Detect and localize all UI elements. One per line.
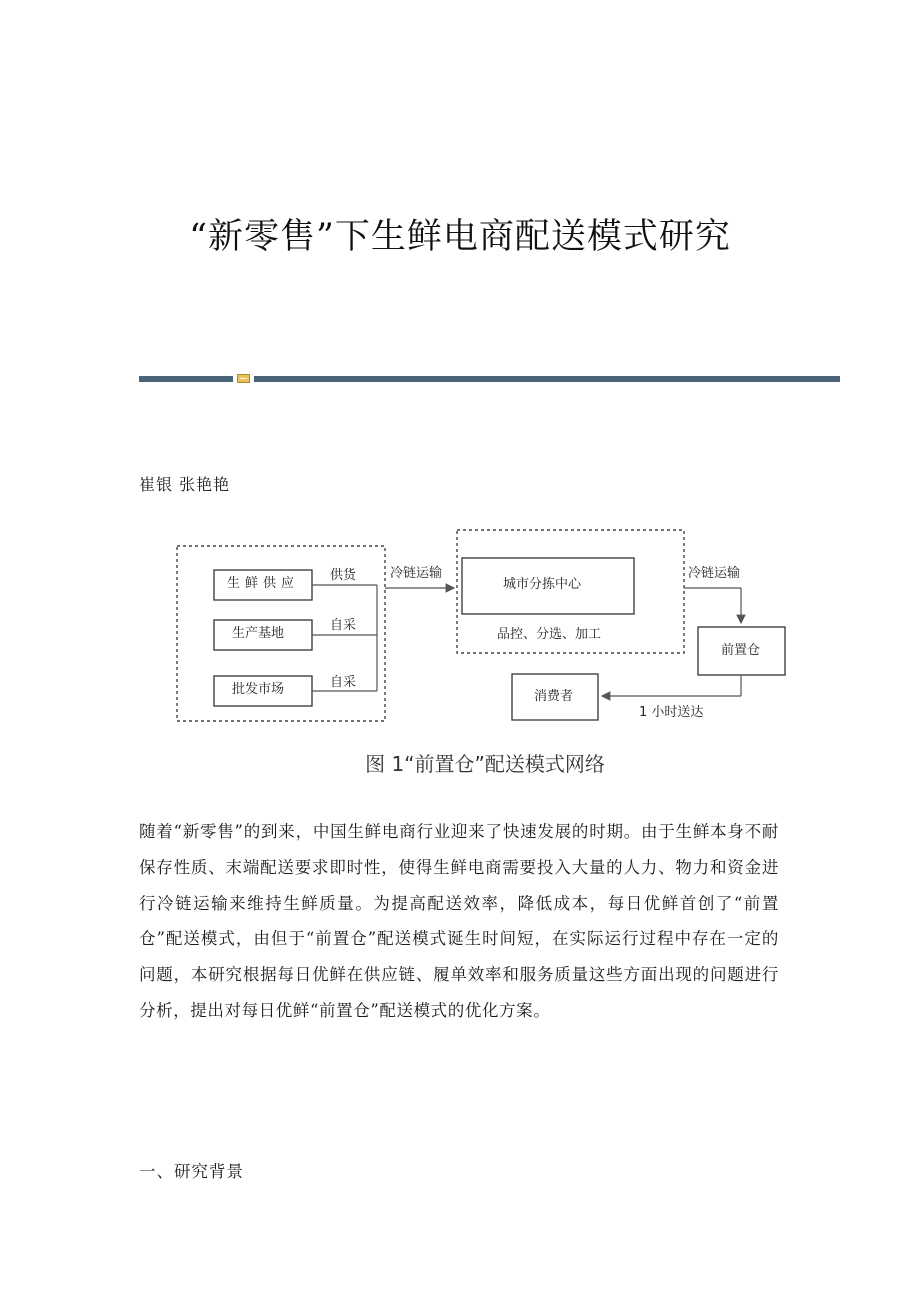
distribution-network-figure <box>170 522 800 792</box>
divider-bar-left <box>139 376 233 382</box>
source-label-production-base: 生产基地 <box>232 626 285 641</box>
edge-label-self-purchase-2: 自采 <box>330 675 357 690</box>
edge-label-supply: 供货 <box>330 568 357 583</box>
figure-caption: 图 1“前置仓”配送模式网络 <box>365 752 605 776</box>
sorting-functions-label: 品控、分选、加工 <box>497 627 602 642</box>
front-warehouse-label: 前置仓 <box>721 643 761 658</box>
body-paragraph: 随着“新零售”的到来，中国生鲜电商行业迎来了快速发展的时期。由于生鲜本身不耐保存性质、末端配送要求即时性，使得生鲜电商需要投入大量的人力、物力和资金进行冷链运输来维持生鲜质量。为提高配送效率，降低成本，每日优鲜首创了“前置仓”配送模式，由但于“前置仓”配送模式诞生时间短，在实际运行过程中存在一定的问题，本研究根据每日优鲜在供应链、履单效率和服务质量这些方面出现的问题进行分析，提出对每日优鲜“前置仓”配送模式的优化方案。 <box>139 822 779 1020</box>
section-heading: 一、研究背景 <box>139 1162 244 1181</box>
divider-ornament-icon <box>237 374 250 383</box>
source-label-wholesale-market: 批发市场 <box>232 682 285 697</box>
edge-label-self-purchase-1: 自采 <box>330 618 357 633</box>
source-label-fresh-supply: 生鲜供应 <box>227 576 300 591</box>
authors: 崔银 张艳艳 <box>139 475 231 494</box>
title-divider <box>139 374 840 383</box>
divider-bar-right <box>254 376 840 382</box>
delivery-time-label: 1 小时送达 <box>639 705 704 720</box>
sorting-center-label: 城市分拣中心 <box>503 577 582 592</box>
edge-label-cold-chain-1: 冷链运输 <box>390 566 443 581</box>
edge-label-cold-chain-2: 冷链运输 <box>688 566 741 581</box>
consumer-label: 消费者 <box>534 689 574 704</box>
document-title: “新零售”下生鲜电商配送模式研究 <box>189 217 731 257</box>
